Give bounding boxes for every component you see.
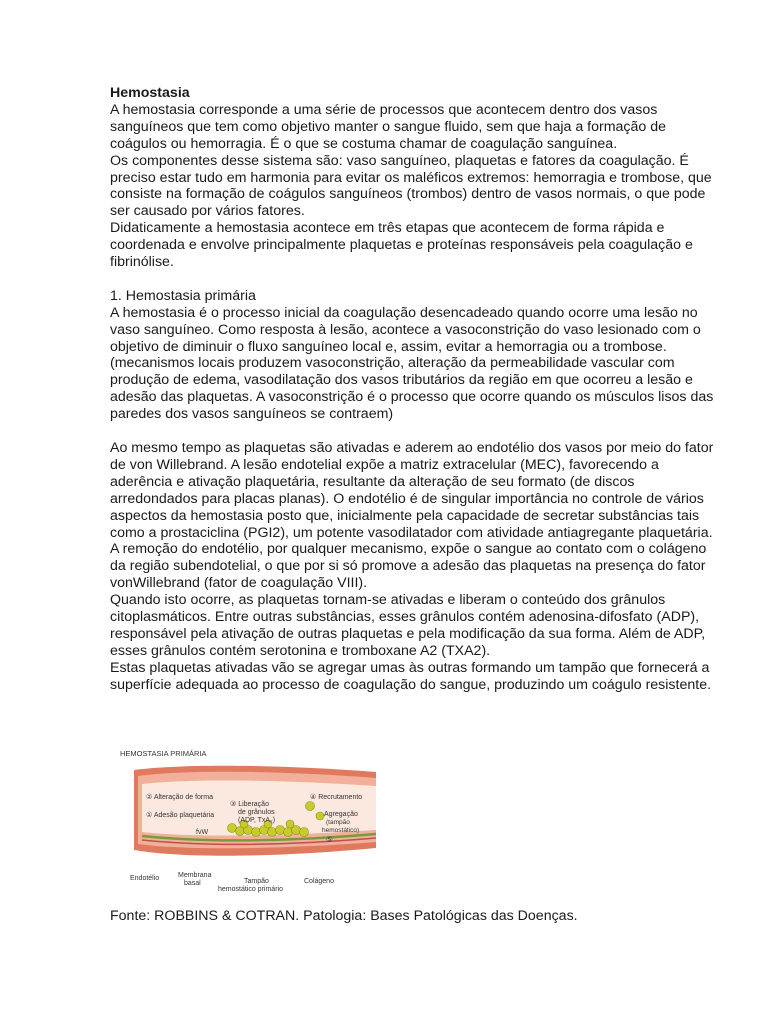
paragraph-aggregation: Estas plaquetas ativadas vão se agregar umas às outras formando um tampão que fornecerá a superfície adequada ao processo de coagulação do sangue, produzindo um coágulo resistente. bbox=[110, 659, 712, 693]
paragraph-granules: Quando isto ocorre, as plaquetas tornam-se ativadas e liberam o conteúdo dos grânulos citoplasmáticos. Entre outras substâncias, esses grânulos contém adenosina-difosfato (ADP), responsável pela ativação de outras plaquetas e pela modificação da sua forma. Além de ADP, esses grânulos contém serotonina e tromboxane A2 (TXA2). bbox=[110, 592, 706, 659]
source-citation: Fonte: ROBBINS & COTRAN. Patologia: Bases Patológicas das Doenças. bbox=[110, 908, 578, 924]
spacer bbox=[110, 423, 720, 440]
figure-heading: HEMOSTASIA PRIMÁRIA bbox=[120, 749, 207, 758]
vessel-diagram bbox=[120, 746, 382, 898]
label-aggregation-1: Agregação bbox=[324, 811, 358, 818]
label-membrane-2: basal bbox=[184, 880, 201, 887]
label-plug-2: hemostático primário bbox=[218, 886, 283, 893]
label-recruitment: ④ Recrutamento bbox=[310, 794, 363, 801]
document-body bbox=[110, 85, 720, 694]
label-step-5: ⑤ bbox=[326, 835, 333, 844]
paragraph-platelet-activation: Ao mesmo tempo as plaquetas são ativadas e aderem ao endotélio dos vasos por meio do fator de von Willebrand. A lesão endotelial expõe a matriz extracelular (MEC), favorecendo a aderência e ativação plaquetária, resultante da alteração de seu formato (de discos arredondados para placas planas). O endotélio é de singular importância no controle de vários aspectos da hemostasia posto que, inicialmente pela capacidade de secretar substâncias tais como a prostaciclina (PGI2), um potente vasodilatador com atividade antiagregante plaquetária. A remoção do endotélio, por qualquer mecanismo, expõe o sangue ao contato com o colágeno da região subendotelial, o que por si só promove a adesão das plaquetas na presença do fator vonWillebrand (fator de coagulação VIII). bbox=[110, 440, 714, 592]
label-shape-change: ② Alteração de forma bbox=[146, 794, 213, 801]
section-heading-primary-hemostasis: 1. Hemostasia primária bbox=[110, 287, 256, 304]
paragraph-intro: A hemostasia corresponde a uma série de processos que acontecem dentro dos vasos sanguíneos que tem como objetivo manter o sangue fluido, sem que haja a formação de coágulos ou hemorragia. É o que se costuma chamar de coagulação sanguínea. bbox=[110, 101, 667, 152]
paragraph-stages: Didaticamente a hemostasia acontece em três etapas que acontecem de forma rápida e coordenada e envolve principalmente plaquetas e proteínas responsáveis pela coagulação e fibrinólise. bbox=[110, 220, 693, 271]
label-granule-release-1: ③ Liberação bbox=[230, 801, 269, 808]
spacer bbox=[110, 271, 720, 288]
label-plug-1: Tampão bbox=[244, 878, 269, 885]
paragraph-components: Os componentes desse sistema são: vaso sanguíneo, plaquetas e fatores da coagulação. É preciso estar tudo em harmonia para evitar os maléficos extremos: hemorragia e trombose, que consiste na formação de coágulos sanguíneos (trombos) dentro de vasos normais, o que pode ser causado por vários fatores. bbox=[110, 152, 712, 220]
label-granule-release-2: de grânulos bbox=[238, 809, 275, 816]
label-membrane-1: Membrana bbox=[178, 872, 212, 879]
label-fvw: fvW bbox=[196, 829, 209, 836]
label-platelet-adhesion: ① Adesão plaquetária bbox=[146, 812, 215, 819]
document-title: Hemostasia bbox=[110, 85, 190, 101]
label-collagen: Colágeno bbox=[304, 878, 334, 885]
paragraph-primary-hemostasis: A hemostasia é o processo inicial da coagulação desencadeado quando ocorre uma lesão no vaso sanguíneo. Como resposta à lesão, acontece a vasoconstrição do vaso lesionado com o objetivo de diminuir o fluxo sanguíneo local e, assim, evitar a hemorragia ou a trombose.(mecanismos locais produzem vasoconstrição, alteração da permeabilidade vascular com produção de edema, vasodilatação dos vasos tributários da região em que ocorreu a lesão e adesão das plaquetas. A vasoconstrição é o processo que ocorre quando os músculos lisos das paredes dos vasos sanguíneos se contraem) bbox=[110, 304, 714, 423]
label-endothelium: Endotélio bbox=[130, 875, 160, 882]
label-aggregation-2: (tampão bbox=[326, 819, 350, 826]
primary-hemostasis-figure bbox=[120, 746, 382, 898]
label-granule-release-3: (ADP, TxA₂) bbox=[238, 817, 276, 824]
label-aggregation-3: hemostático) bbox=[322, 827, 360, 834]
